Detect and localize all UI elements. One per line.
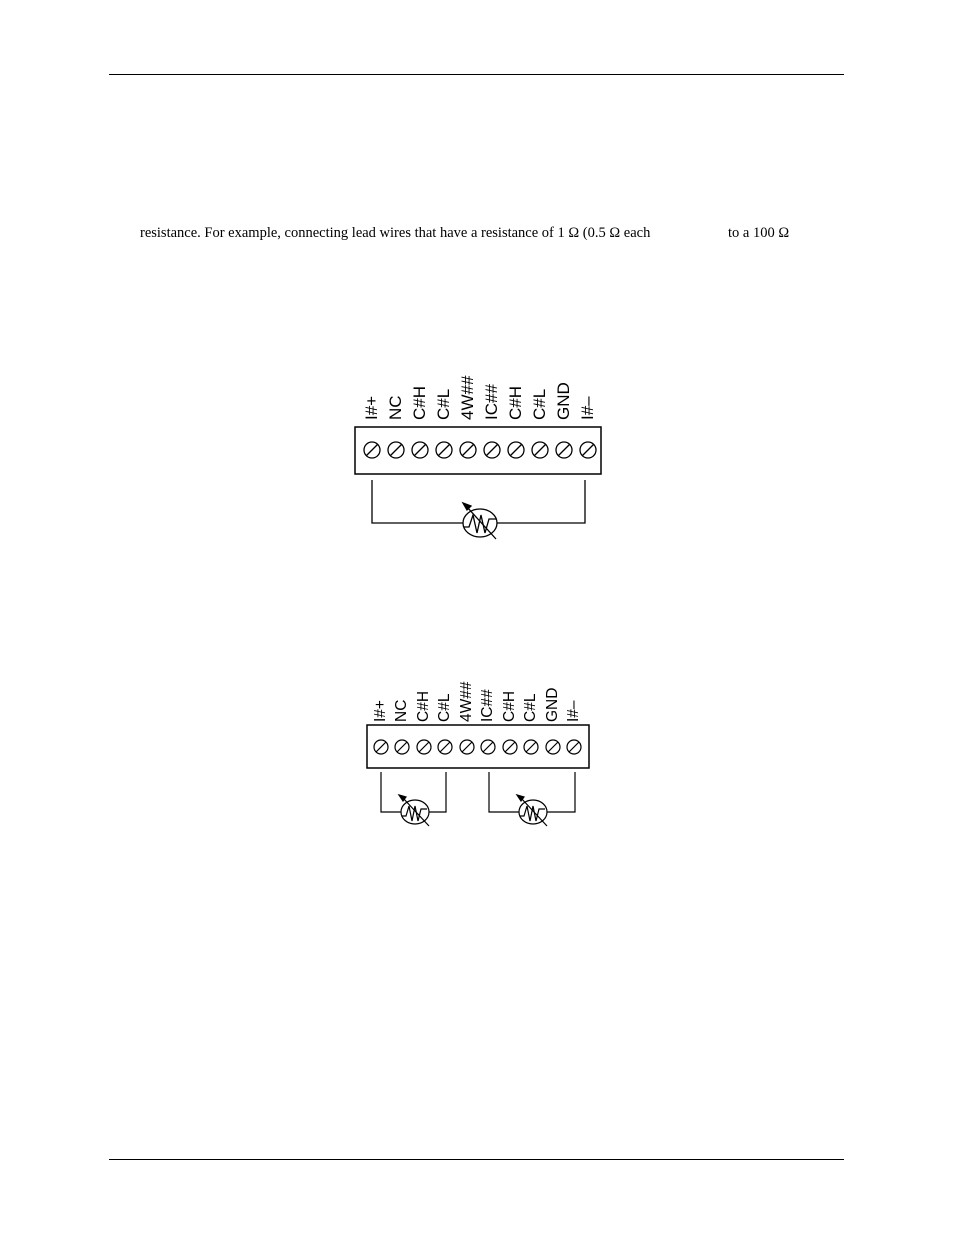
terminal-label: C#H [410, 385, 429, 420]
terminal-label: C#H [415, 690, 432, 722]
terminal-label: C#H [506, 385, 525, 420]
terminal-label: 4W## [458, 681, 475, 722]
screw-icon [438, 740, 452, 754]
body-text-line: resistance. For example, connecting lead wires that have a resistance of 1 Ω (0.5 Ω each [140, 225, 651, 241]
terminal-label: IC## [482, 384, 501, 420]
screw-icon [524, 740, 538, 754]
lead-wire [429, 772, 446, 812]
body-text-line-end: to a 100 Ω [728, 225, 790, 241]
screw-icon [436, 442, 452, 458]
screw-icon [388, 442, 404, 458]
screw-icon [417, 740, 431, 754]
terminal-label: C#L [530, 388, 549, 420]
terminal-screws [374, 740, 581, 754]
screw-icon [567, 740, 581, 754]
terminal-label: C#L [434, 388, 453, 420]
terminal-labels [372, 681, 582, 722]
screw-icon [484, 442, 500, 458]
terminal-label: GND [554, 382, 573, 420]
screw-icon [546, 740, 560, 754]
screw-icon [503, 740, 517, 754]
lead-wire [489, 772, 519, 812]
terminal-block-diagram-dual-sensor [352, 665, 597, 835]
screw-icon [395, 740, 409, 754]
rtd-sensor-icon [463, 503, 497, 539]
footer-rule [109, 1159, 844, 1160]
screw-icon [532, 442, 548, 458]
header-rule [109, 74, 844, 75]
terminal-label: C#L [436, 693, 453, 722]
lead-wire [547, 772, 575, 812]
terminal-label: C#L [522, 693, 539, 722]
rtd-sensor-icon [517, 795, 547, 826]
screw-icon [364, 442, 380, 458]
lead-wire [381, 772, 401, 812]
terminal-label: I#– [578, 396, 597, 420]
terminal-label: I#+ [362, 395, 381, 420]
terminal-block-diagram-two-wire [340, 360, 615, 545]
terminal-label: IC## [479, 689, 496, 722]
terminal-block [367, 725, 589, 768]
rtd-sensor-icon [399, 795, 429, 826]
screw-icon [508, 442, 524, 458]
screw-icon [412, 442, 428, 458]
terminal-label: 4W## [458, 375, 477, 420]
screw-icon [556, 442, 572, 458]
terminal-labels [362, 375, 597, 420]
terminal-label: GND [544, 687, 561, 722]
terminal-label: I#– [565, 700, 582, 722]
lead-wire [372, 480, 463, 523]
lead-wire [497, 480, 585, 523]
screw-icon [580, 442, 596, 458]
screw-icon [481, 740, 495, 754]
terminal-screws [364, 442, 596, 458]
screw-icon [374, 740, 388, 754]
terminal-label: C#H [501, 690, 518, 722]
screw-icon [460, 442, 476, 458]
terminal-label: I#+ [372, 700, 389, 722]
screw-icon [460, 740, 474, 754]
terminal-label: NC [386, 395, 405, 420]
terminal-label: NC [393, 699, 410, 722]
